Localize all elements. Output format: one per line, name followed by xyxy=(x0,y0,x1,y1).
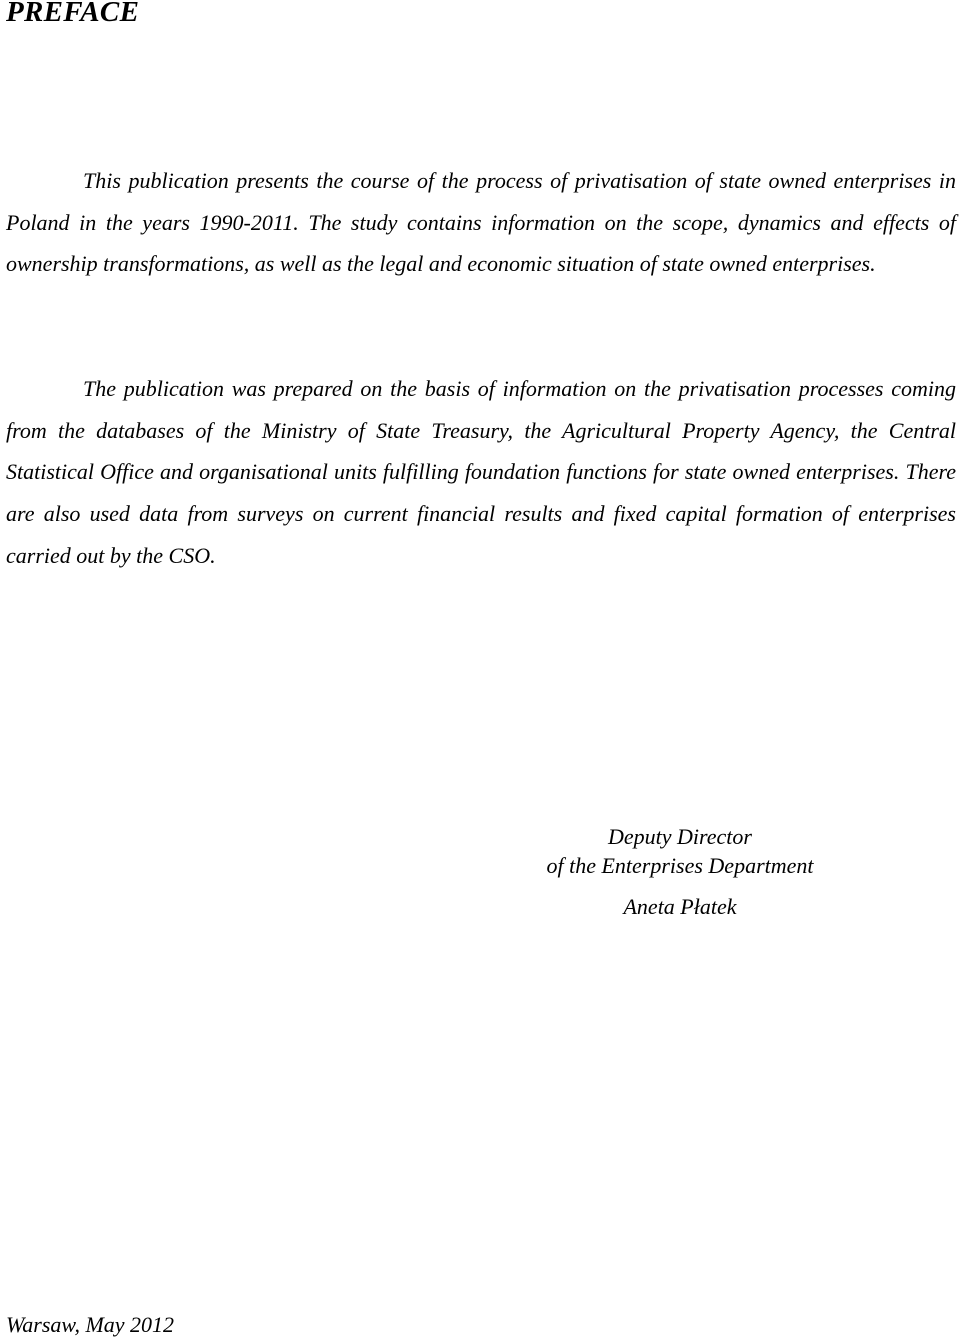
page-title: PREFACE xyxy=(6,0,140,28)
sources-paragraph: The publication was prepared on the basis of information on the privatisation processes coming from the databases of the Ministry of State Treasury, the Agricultural Property Agency, the Central Statistical Office and organisational units fulfilling foundation functions for state owned enterprises. There are also used data from surveys on current financial results and fixed capital formation of enterprises carried out by the CSO. xyxy=(6,376,956,568)
place-and-date: Warsaw, May 2012 xyxy=(6,1312,175,1337)
intro-paragraph: This publication presents the course of the process of privatisation of state owned enterprises in Poland in the years 1990-2011. The study contains information on the scope, dynamics and effects of ownership transformations, as well as the legal and economic situation of state owned enterprises. xyxy=(6,168,956,277)
signatory-name: Aneta Płatek xyxy=(623,894,737,919)
signatory-title: Deputy Director xyxy=(608,824,752,849)
signatory-department: of the Enterprises Department xyxy=(546,853,814,878)
